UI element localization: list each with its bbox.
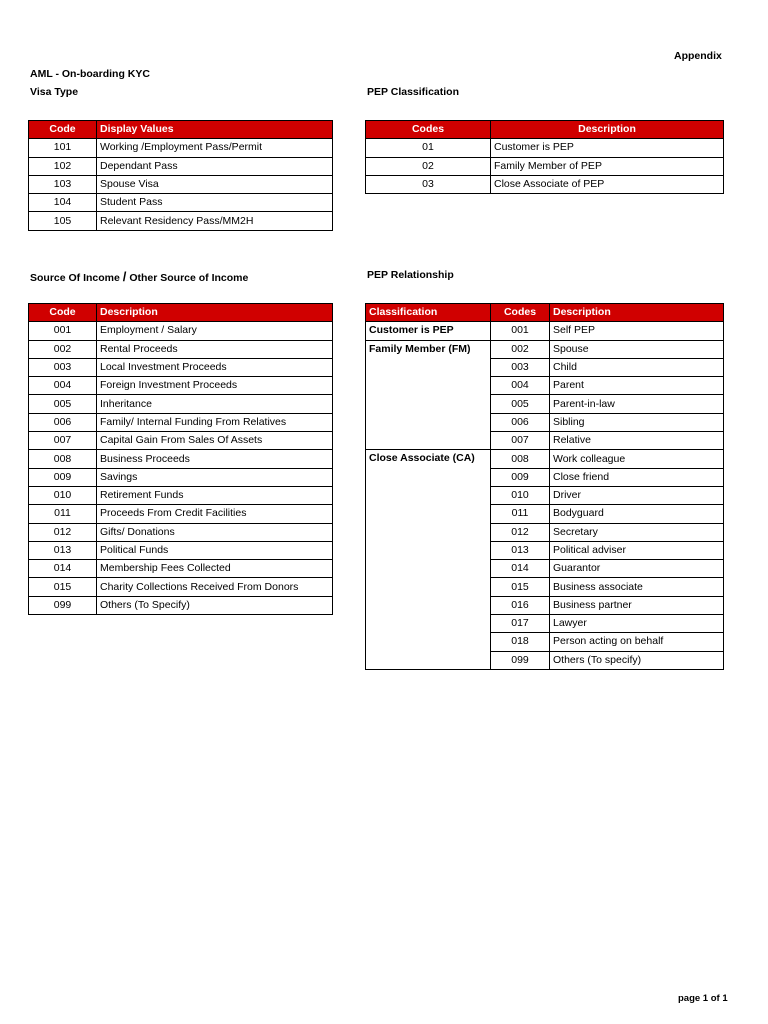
code-cell: 013 [491,541,550,559]
code-cell: 013 [29,541,97,559]
page-number: page 1 of 1 [678,993,728,1004]
source-of-income-table [28,303,333,615]
table-row [366,358,724,376]
code-cell: 016 [491,596,550,614]
visa-type-title: Visa Type [30,86,79,98]
table-row [29,157,333,175]
description-cell: Work colleague [550,450,724,468]
code-cell: 007 [491,432,550,450]
code-cell: 01 [366,139,491,157]
description-cell: Charity Collections Received From Donors [97,578,333,596]
table-row [29,578,333,596]
description-cell: Business Proceeds [97,450,333,468]
code-cell: 02 [366,157,491,175]
code-cell: 015 [29,578,97,596]
value-cell: Working /Employment Pass/Permit [97,139,333,157]
code-cell: 102 [29,157,97,175]
table-row [29,541,333,559]
classification-cell: Close Associate (CA) [366,450,491,468]
table-row [366,395,724,413]
code-cell: 010 [29,486,97,504]
description-cell: Person acting on behalf [550,633,724,651]
table-row [29,175,333,193]
description-cell: Employment / Salary [97,322,333,340]
table-row [366,322,724,340]
table-header-row [29,121,333,139]
table-row [366,633,724,651]
description-cell: Self PEP [550,322,724,340]
visa-type-table [28,120,333,231]
table-row [366,340,724,358]
table-row [29,432,333,450]
description-cell: Membership Fees Collected [97,560,333,578]
table-row [29,139,333,157]
code-cell: 03 [366,175,491,193]
column-header: Description [491,121,724,139]
description-cell: Parent-in-law [550,395,724,413]
description-cell: Lawyer [550,615,724,633]
table-row [366,175,724,193]
value-cell: Student Pass [97,194,333,212]
code-cell: 018 [491,633,550,651]
table-row [29,358,333,376]
code-cell: 004 [491,377,550,395]
code-cell: 005 [29,395,97,413]
code-cell: 008 [491,450,550,468]
document-title: AML - On-boarding KYC [30,68,150,80]
table-row [366,413,724,431]
value-cell: Dependant Pass [97,157,333,175]
description-cell: Business associate [550,578,724,596]
classification-cell [366,505,491,523]
description-cell: Business partner [550,596,724,614]
column-header: Code [29,121,97,139]
table-row [29,340,333,358]
code-cell: 012 [491,523,550,541]
description-cell: Family Member of PEP [491,157,724,175]
classification-cell [366,468,491,486]
classification-cell [366,560,491,578]
classification-cell [366,596,491,614]
description-cell: Savings [97,468,333,486]
description-cell: Close friend [550,468,724,486]
table-row [366,377,724,395]
classification-cell [366,541,491,559]
description-cell: Others (To specify) [550,651,724,669]
table-row [29,560,333,578]
table-header-row [366,304,724,322]
table-row [366,505,724,523]
table-row [29,395,333,413]
code-cell: 017 [491,615,550,633]
pep-classification-title: PEP Classification [367,86,460,98]
value-cell: Relevant Residency Pass/MM2H [97,212,333,230]
table-row [366,468,724,486]
description-cell: Foreign Investment Proceeds [97,377,333,395]
column-header: Description [97,304,333,322]
description-cell: Spouse [550,340,724,358]
title-slash: / [122,269,127,284]
description-cell: Family/ Internal Funding From Relatives [97,413,333,431]
table-row [29,596,333,614]
description-cell: Close Associate of PEP [491,175,724,193]
classification-cell [366,395,491,413]
table-row [366,139,724,157]
description-cell: Child [550,358,724,376]
source-of-income-title-part2: Other Source of Income [126,272,249,284]
table-row [29,450,333,468]
code-cell: 001 [491,322,550,340]
table-row [366,523,724,541]
classification-cell [366,578,491,596]
description-cell: Others (To Specify) [97,596,333,614]
description-cell: Sibling [550,413,724,431]
code-cell: 006 [491,413,550,431]
classification-cell [366,486,491,504]
description-cell: Proceeds From Credit Facilities [97,505,333,523]
code-cell: 011 [29,505,97,523]
code-cell: 010 [491,486,550,504]
table-row [366,596,724,614]
code-cell: 003 [29,358,97,376]
table-row [29,505,333,523]
description-cell: Driver [550,486,724,504]
description-cell: Bodyguard [550,505,724,523]
code-cell: 002 [29,340,97,358]
classification-cell [366,358,491,376]
value-cell: Spouse Visa [97,175,333,193]
classification-cell [366,413,491,431]
table-row [366,486,724,504]
classification-cell [366,633,491,651]
description-cell: Customer is PEP [491,139,724,157]
description-cell: Parent [550,377,724,395]
code-cell: 014 [491,560,550,578]
classification-cell: Family Member (FM) [366,340,491,358]
classification-cell [366,377,491,395]
code-cell: 001 [29,322,97,340]
code-cell: 008 [29,450,97,468]
code-cell: 006 [29,413,97,431]
table-row [366,541,724,559]
code-cell: 009 [491,468,550,486]
classification-cell [366,432,491,450]
table-row [366,578,724,596]
code-cell: 015 [491,578,550,596]
column-header: Classification [366,304,491,322]
code-cell: 004 [29,377,97,395]
source-of-income-title [30,269,248,284]
description-cell: Inheritance [97,395,333,413]
column-header: Display Values [97,121,333,139]
classification-cell [366,523,491,541]
code-cell: 007 [29,432,97,450]
code-cell: 009 [29,468,97,486]
table-row [29,413,333,431]
description-cell: Political Funds [97,541,333,559]
description-cell: Rental Proceeds [97,340,333,358]
classification-cell [366,651,491,669]
code-cell: 002 [491,340,550,358]
code-cell: 104 [29,194,97,212]
description-cell: Guarantor [550,560,724,578]
column-header: Description [550,304,724,322]
table-row [366,157,724,175]
column-header: Codes [366,121,491,139]
pep-relationship-title: PEP Relationship [367,269,454,281]
code-cell: 012 [29,523,97,541]
description-cell: Retirement Funds [97,486,333,504]
code-cell: 103 [29,175,97,193]
description-cell: Capital Gain From Sales Of Assets [97,432,333,450]
table-row [366,560,724,578]
description-cell: Political adviser [550,541,724,559]
column-header: Codes [491,304,550,322]
appendix-label: Appendix [674,50,722,62]
source-of-income-title-part1: Source Of Income [30,272,123,284]
code-cell: 014 [29,560,97,578]
description-cell: Local Investment Proceeds [97,358,333,376]
code-cell: 105 [29,212,97,230]
description-cell: Gifts/ Donations [97,523,333,541]
table-row [366,615,724,633]
description-cell: Relative [550,432,724,450]
table-row [366,651,724,669]
table-row [29,523,333,541]
table-row [366,432,724,450]
table-row [29,468,333,486]
table-header-row [366,121,724,139]
table-row [366,450,724,468]
table-row [29,212,333,230]
classification-cell [366,615,491,633]
code-cell: 005 [491,395,550,413]
pep-relationship-table [365,303,724,670]
code-cell: 003 [491,358,550,376]
table-header-row [29,304,333,322]
table-row [29,377,333,395]
table-row [29,322,333,340]
description-cell: Secretary [550,523,724,541]
pep-classification-table [365,120,724,194]
classification-cell: Customer is PEP [366,322,491,340]
column-header: Code [29,304,97,322]
code-cell: 099 [29,596,97,614]
code-cell: 101 [29,139,97,157]
table-row [29,486,333,504]
code-cell: 011 [491,505,550,523]
table-row [29,194,333,212]
code-cell: 099 [491,651,550,669]
